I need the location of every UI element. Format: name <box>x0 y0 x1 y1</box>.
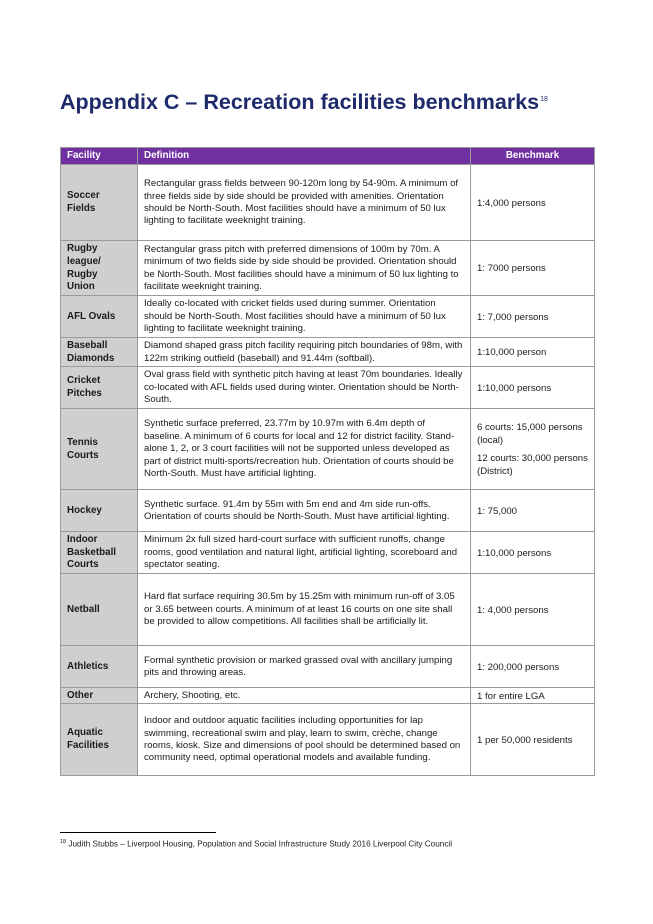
benchmark-value: 1 per 50,000 residents <box>477 734 573 746</box>
benchmark-cell <box>471 646 595 688</box>
table-row <box>61 688 595 704</box>
footnote-divider <box>60 832 216 833</box>
benchmark-value: 1: 4,000 persons <box>477 604 549 616</box>
benchmark-cell <box>471 367 595 409</box>
benchmark-cell <box>471 338 595 367</box>
table-row <box>61 409 595 490</box>
benchmark-cell <box>471 688 595 704</box>
footnote <box>60 839 452 849</box>
definition-cell: Rectangular grass pitch with preferred dimensions of 100m by 70m. A minimum of two fields side by side should be provided. Orientation should be North-South. Most facilities should have a minimum of 50 lux lighting to facilitate weeknight training. <box>138 241 471 296</box>
table-row <box>61 646 595 688</box>
table-row <box>61 532 595 574</box>
benchmark-cell <box>471 574 595 646</box>
footnote-ref: 18 <box>60 839 67 845</box>
benchmark-cell <box>471 409 595 490</box>
facility-cell: Athletics <box>61 646 138 688</box>
benchmark-value: 12 courts: 30,000 persons (District) <box>477 453 588 477</box>
benchmark-value: 1: 75,000 <box>477 505 518 517</box>
benchmark-cell <box>471 490 595 532</box>
facility-cell: Indoor Basketball Courts <box>61 532 138 574</box>
table-header-row <box>61 148 595 165</box>
benchmark-value: 1:10,000 person <box>477 347 547 358</box>
benchmark-value: 1:10,000 persons <box>477 547 552 559</box>
header-facility: Facility <box>61 148 138 165</box>
definition-cell: Ideally co-located with cricket fields used during summer. Orientation should be North-South. Most facilities should have a minimum of 50 lux lighting to facilitate weeknight training. <box>138 296 471 338</box>
benchmark-value: 1:4,000 persons <box>477 197 546 209</box>
benchmark-value: 1:10,000 persons <box>477 382 552 394</box>
definition-cell: Synthetic surface preferred, 23.77m by 10.97m with 6.4m depth of baseline. A minimum of 6 courts for local and 12 for district facility. Stand-alone 1, 2, or 3 court facilities will not be supported unless developed as part of district multi-sports/recreation hub. Orientation of courts should be North-South. Must have artificial lighting. <box>138 409 471 490</box>
facility-cell: Aquatic Facilities <box>61 704 138 776</box>
table-row <box>61 241 595 296</box>
definition-cell: Minimum 2x full sized hard-court surface with sufficient runoffs, change rooms, good ventilation and natural light, artificial lighting, scoreboard and spectator seating. <box>138 532 471 574</box>
definition-cell: Hard flat surface requiring 30.5m by 15.25m with minimum run-off of 3.05 or 3.65 between courts. A minimum of at least 16 courts on one site shall be provided to allow competitions. All facilities shall be artificially lit. <box>138 574 471 646</box>
table-row <box>61 490 595 532</box>
footnote-text: Judith Stubbs – Liverpool Housing, Population and Social Infrastructure Study 2016 Liverpool City Council <box>66 839 453 849</box>
header-benchmark: Benchmark <box>471 148 595 165</box>
definition-cell: Rectangular grass fields between 90-120m long by 54-90m. A minimum of three fields side by side should be provided with amenities. Orientation should be North-South. Most facilities should have a minimum of 50 lux lighting to facilitate weeknight training. <box>138 165 471 241</box>
benchmark-cell <box>471 165 595 241</box>
definition-cell: Indoor and outdoor aquatic facilities including opportunities for lap swimming, recreational swim and play, learn to swim, crèche, change rooms, kiosk. Size and dimensions of pool should be determined based on community need, optimal operational models and available funding. <box>138 704 471 776</box>
facility-cell: Other <box>61 688 138 704</box>
facility-cell: Soccer Fields <box>61 165 138 241</box>
table-row <box>61 165 595 241</box>
benchmark-cell <box>471 532 595 574</box>
definition-cell: Synthetic surface. 91.4m by 55m with 5m end and 4m side run-offs. Orientation of courts should be North-South. Must have artificial lighting. <box>138 490 471 532</box>
benchmark-cell <box>471 296 595 338</box>
benchmark-value: 6 courts: 15,000 persons (local) <box>477 422 583 446</box>
page-title <box>60 90 548 115</box>
definition-cell: Archery, Shooting, etc. <box>138 688 471 704</box>
facility-cell: Cricket Pitches <box>61 367 138 409</box>
facility-cell: Tennis Courts <box>61 409 138 490</box>
benchmark-cell <box>471 704 595 776</box>
title-footnote-ref: 18 <box>540 95 548 103</box>
benchmark-cell <box>471 241 595 296</box>
benchmarks-table <box>60 147 595 776</box>
table-row <box>61 574 595 646</box>
table-row <box>61 296 595 338</box>
table-row <box>61 704 595 776</box>
benchmark-value: 1: 7,000 persons <box>477 311 549 323</box>
title-text: Appendix C – Recreation facilities benchmarks <box>60 90 540 114</box>
table-row <box>61 338 595 367</box>
benchmark-value: 1: 200,000 persons <box>477 661 560 673</box>
definition-cell: Diamond shaped grass pitch facility requiring pitch boundaries of 98m, with 122m striking outfield (baseball) and 91.44m (softball). <box>138 338 471 367</box>
benchmark-value: 1: 7000 persons <box>477 263 546 274</box>
facility-cell: Rugby league/ Rugby Union <box>61 241 138 296</box>
benchmark-value: 1 for entire LGA <box>477 690 545 702</box>
header-definition: Definition <box>138 148 471 165</box>
definition-cell: Formal synthetic provision or marked grassed oval with ancillary jumping pits and throwing areas. <box>138 646 471 688</box>
table-row <box>61 367 595 409</box>
facility-cell: Netball <box>61 574 138 646</box>
facility-cell: Baseball Diamonds <box>61 338 138 367</box>
definition-cell: Oval grass field with synthetic pitch having at least 70m boundaries. Ideally co-located with AFL fields used during winter. Orientation should be North-South. <box>138 367 471 409</box>
facility-cell: AFL Ovals <box>61 296 138 338</box>
facility-cell: Hockey <box>61 490 138 532</box>
